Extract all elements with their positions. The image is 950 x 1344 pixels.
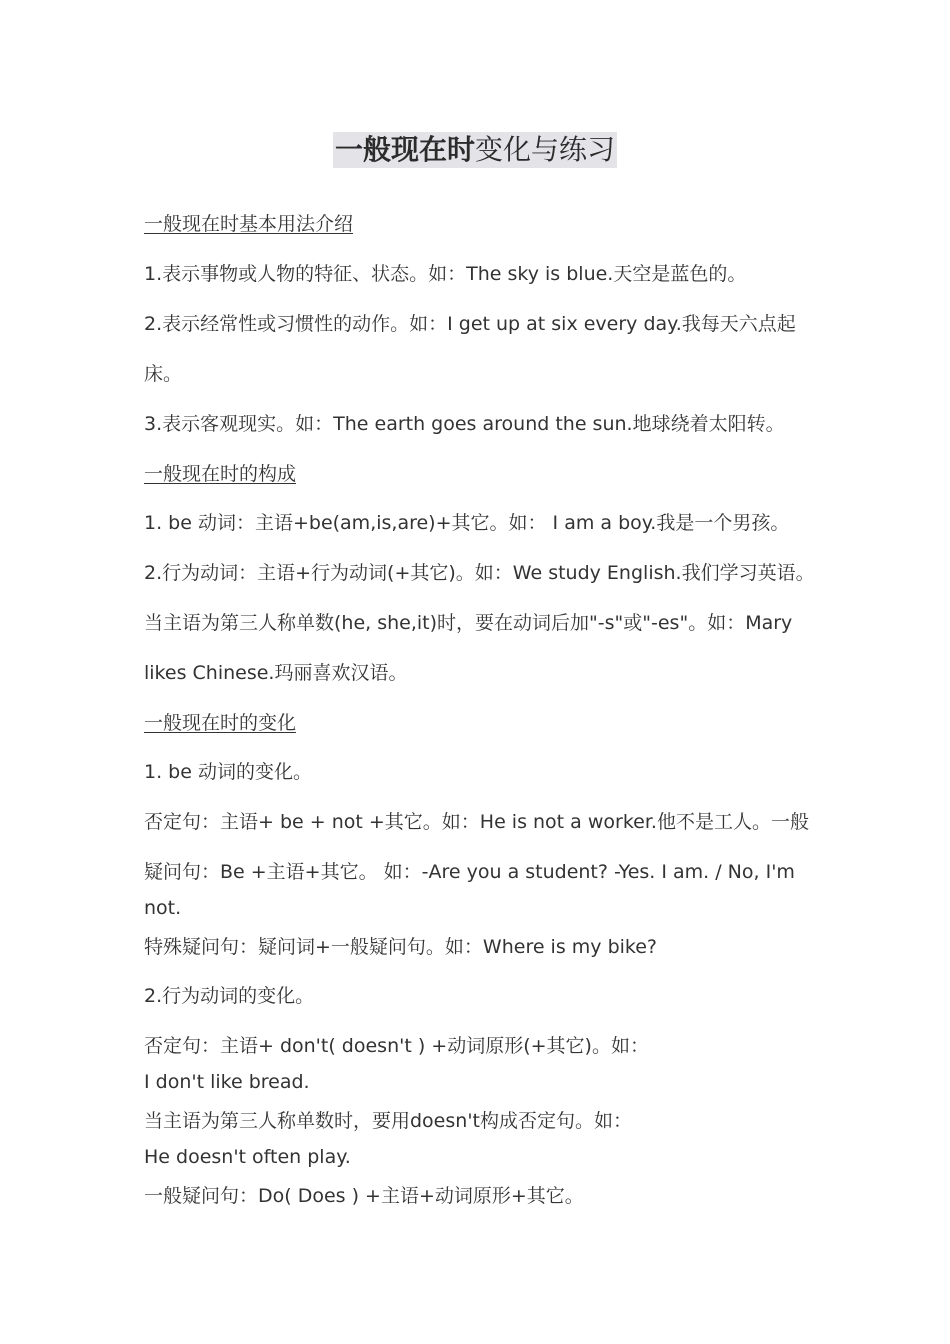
page-title	[333, 132, 617, 168]
page-title-rest: 变化与练习	[475, 133, 616, 166]
usage-item-2-line-2: 床。	[144, 363, 183, 385]
structure-item-1: 1. be 动词：主语+be(am,is,are)+其它。如： I am a boy.我是一个男孩。	[144, 512, 790, 534]
be-question-line-2: not.	[144, 897, 182, 919]
verb-general-question: 一般疑问句：Do( Does ) +主语+动词原形+其它。	[144, 1185, 584, 1207]
changes-heading: 一般现在时的变化	[144, 712, 297, 734]
page-title-bold: 一般现在时	[334, 133, 475, 166]
structure-item-2: 2.行为动词：主语+行为动词(+其它)。如：We study English.我们学习英语。	[144, 562, 815, 584]
verb-third-person-example: He doesn't often play.	[144, 1146, 351, 1168]
usage-item-3: 3.表示客观现实。如：The earth goes around the sun.地球绕着太阳转。	[144, 413, 785, 435]
verb-negative: 否定句：主语+ don't( doesn't ) +动词原形(+其它)。如：	[144, 1035, 649, 1057]
structure-heading: 一般现在时的构成	[144, 463, 297, 485]
usage-item-1: 1.表示事物或人物的特征、状态。如：The sky is blue.天空是蓝色的。	[144, 263, 747, 285]
be-verb-title: 1. be 动词的变化。	[144, 761, 312, 783]
title-container	[0, 132, 950, 168]
structure-note-line-1: 当主语为第三人称单数(he, she,it)时，要在动词后加"-s"或"-es"。如：Mary	[144, 612, 793, 634]
be-question-line-1: 疑问句：Be +主语+其它。 如：-Are you a student? -Yes. I am. / No, I'm	[144, 861, 795, 883]
usage-item-2-line-1: 2.表示经常性或习惯性的动作。如：I get up at six every day.我每天六点起	[144, 313, 796, 335]
be-special-question: 特殊疑问句：疑问词+一般疑问句。如：Where is my bike?	[144, 936, 658, 958]
verb-third-person-note: 当主语为第三人称单数时，要用doesn't构成否定句。如：	[144, 1110, 632, 1132]
be-negative: 否定句：主语+ be + not +其它。如：He is not a worker.他不是工人。一般	[144, 811, 809, 833]
verb-negative-example: I don't like bread.	[144, 1071, 310, 1093]
action-verb-title: 2.行为动词的变化。	[144, 985, 315, 1007]
usage-heading: 一般现在时基本用法介绍	[144, 213, 354, 235]
structure-note-line-2: likes Chinese.玛丽喜欢汉语。	[144, 662, 408, 684]
